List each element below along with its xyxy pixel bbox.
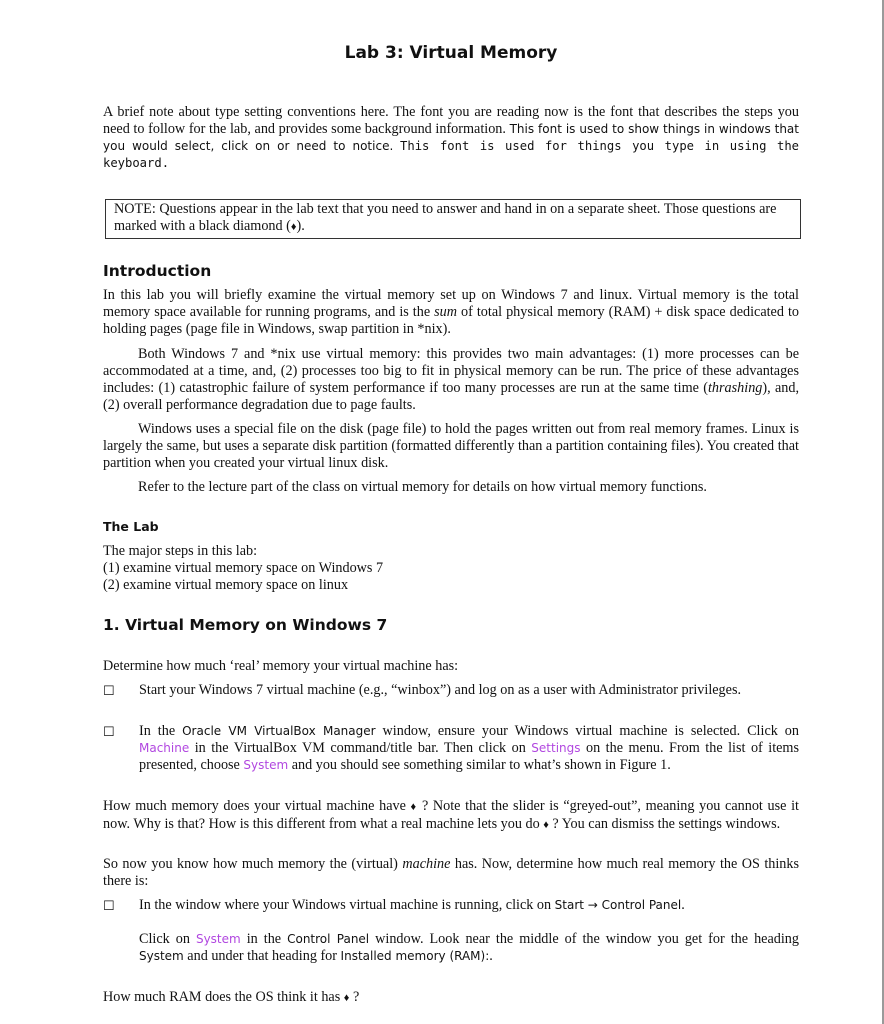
question-memory: [103, 798, 799, 834]
section1-intro: [103, 658, 799, 675]
introduction-p3: [103, 421, 799, 472]
checkbox-icon: ☐: [103, 898, 115, 913]
item2-a: In the: [139, 723, 183, 739]
item4-d: and under that heading for: [183, 948, 341, 964]
q2-b: ?: [349, 989, 360, 1005]
note-box: [105, 199, 801, 239]
diamond-icon: ♦: [410, 801, 418, 813]
step-item-system: [139, 931, 799, 965]
control-panel-window-name: Control Panel: [287, 932, 370, 946]
system-heading-name: System: [139, 949, 184, 963]
intro-p3-text: Windows uses a special file on the disk (page file) to hold the pages written out from real memory frames. Linux is largely the same, but uses a separate disk partition (formatted differently than a partition containing files). You created that partition when you created your virtual linux disk.: [103, 421, 799, 471]
system-link[interactable]: System: [195, 932, 241, 946]
conventions-paragraph: [103, 104, 799, 172]
item3-b: .: [681, 897, 685, 913]
section1-heading: 1. Virtual Memory on Windows 7: [103, 616, 388, 634]
step-item-settings: [139, 723, 799, 774]
paragraph-real-memory: [103, 856, 799, 890]
item4-e: .: [489, 948, 493, 964]
checkbox-icon: ☐: [103, 724, 115, 739]
item4-b: in the: [240, 931, 288, 947]
q1-b: ? Note that the slider is “greyed-out”, meaning you cannot use it now. Why is that? How is this different from what a real machine lets you do: [103, 798, 799, 832]
note-end: ).: [296, 218, 305, 234]
introduction-p4: [103, 479, 799, 496]
lab-step-intro: The major steps in this lab:: [103, 543, 258, 559]
start-control-panel-path: Start → Control Panel: [554, 898, 682, 912]
item2-d: on the menu. From the list of items presented, choose: [139, 740, 799, 773]
q1-a: How much memory does your virtual machine have: [103, 798, 411, 814]
the-lab-heading: The Lab: [103, 519, 159, 534]
intro-p2-b: ), and, (2) overall performance degradation due to page faults.: [103, 380, 799, 413]
conventions-serif-text: A brief note about type setting conventions here. The font you are reading now is the font that describes the steps you need to follow for the lab, and provides some background information.: [103, 104, 799, 137]
p-so-a: So now you know how much memory the (virtual): [103, 856, 403, 872]
p-so-em: machine: [402, 856, 451, 872]
question-ram: [103, 989, 799, 1007]
introduction-heading: Introduction: [103, 262, 212, 280]
step-item-start-vm: [139, 682, 799, 699]
item2-c: in the VirtualBox VM command/title bar. Then click on: [189, 740, 532, 756]
item4-c: window. Look near the middle of the window you get for the heading: [369, 931, 799, 947]
settings-menu-link[interactable]: Settings: [531, 741, 581, 755]
diamond-icon: ♦: [290, 221, 297, 233]
item2-b: window, ensure your Windows virtual machine is selected. Click on: [375, 723, 799, 739]
lab-step-2: (2) examine virtual memory space on linux: [103, 577, 349, 593]
intro-p2-em: thrashing: [707, 380, 763, 396]
intro-p1-b: of total physical memory (RAM) + disk space dedicated to holding pages (page file in Windows, swap partition in *nix).: [103, 304, 799, 337]
diamond-icon: ♦: [543, 819, 549, 831]
checkbox-icon: ☐: [103, 683, 115, 698]
the-lab-steps: [103, 543, 799, 594]
item2-e: and you should see something similar to what’s shown in Figure 1.: [288, 757, 671, 773]
intro-p2-a: Both Windows 7 and *nix use virtual memory: this provides two main advantages: (1) more processes can be accommodated at a time, and, (2) processes too big to fit in physical memory can be run. The price of these advantages includes: (1) catastrophic failure of system performance if too many processes are run at the same time (: [103, 346, 799, 396]
intro-p4-text: Refer to the lecture part of the class on virtual memory for details on how virtual memory functions.: [138, 479, 707, 495]
machine-menu-link[interactable]: Machine: [139, 741, 190, 755]
p-so-b: has. Now, determine how much real memory the OS thinks there is:: [103, 856, 800, 889]
q1-c: ? You can dismiss the settings windows.: [548, 816, 781, 832]
note-text: NOTE: Questions appear in the lab text that you need to answer and hand in on a separate sheet. Those questions are marked with a black diamond (: [114, 201, 777, 234]
lab-step-1: (1) examine virtual memory space on Windows 7: [103, 560, 384, 576]
step-item-control-panel: [139, 897, 799, 914]
intro-p1-a: In this lab you will briefly examine the virtual memory set up on Windows 7 and linux. Virtual memory is the total memory space available for running programs, and is the: [103, 287, 799, 320]
system-settings-link[interactable]: System: [243, 758, 289, 772]
introduction-p1: [103, 287, 799, 338]
item4-a: Click on: [139, 931, 196, 947]
installed-memory-label: Installed memory (RAM):: [340, 949, 490, 963]
conventions-mono-text: This font is used for things you type in using the keyboard.: [103, 139, 800, 170]
step-item-start-vm-text: Start your Windows 7 virtual machine (e.g., “winbox”) and log on as a user with Administrator privileges.: [139, 682, 742, 698]
conventions-sans-text: This font is used to show things in windows that you would select, click on or need to notice.: [103, 122, 799, 153]
intro-p1-em: sum: [434, 304, 458, 320]
vbox-manager-window-name: Oracle VM VirtualBox Manager: [182, 724, 376, 738]
introduction-p2: [103, 346, 799, 414]
diamond-icon: ♦: [343, 992, 350, 1004]
item3-a: In the window where your Windows virtual machine is running, click on: [139, 897, 555, 913]
page-title: Lab 3: Virtual Memory: [344, 43, 558, 63]
section1-intro-text: Determine how much ‘real’ memory your virtual machine has:: [103, 658, 459, 674]
q2-a: How much RAM does the OS think it has: [103, 989, 344, 1005]
